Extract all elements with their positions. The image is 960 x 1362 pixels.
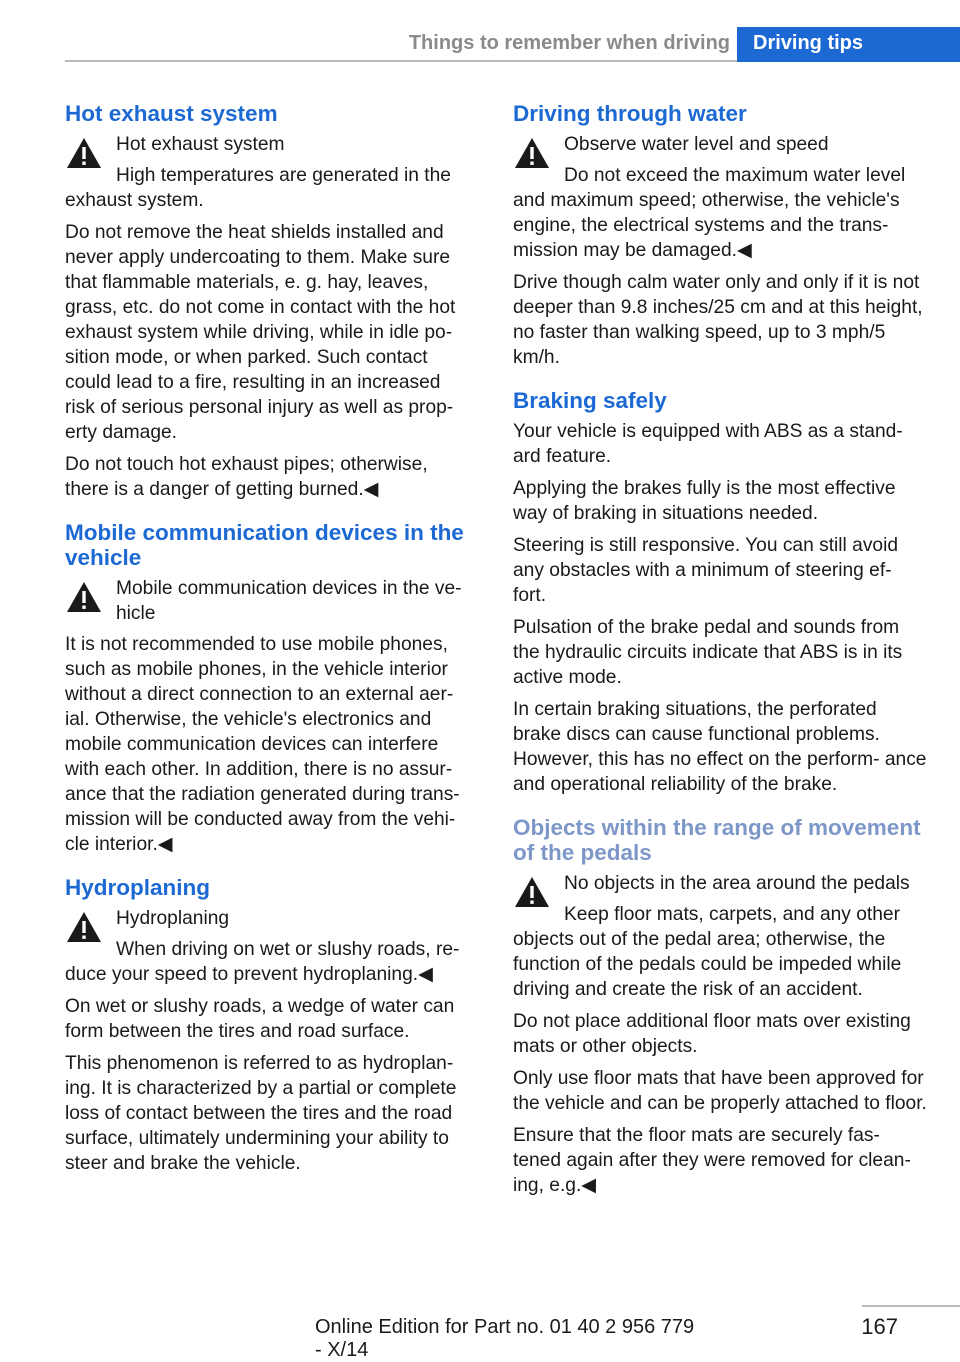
- warning-title: Observe water level and speed: [564, 134, 829, 155]
- warning-text: High temperatures are generated in the: [116, 165, 451, 186]
- warning-text-cont: duce your speed to prevent hydroplaning.◀: [65, 964, 433, 985]
- paragraph: Do not touch hot exhaust pipes; otherwise, there is a danger of getting burned.◀: [65, 454, 428, 500]
- header-rule: [65, 60, 737, 62]
- section-braking-safely: [513, 388, 927, 797]
- heading-pedals: Objects within the range of movement of the pedals: [513, 815, 921, 865]
- warning-triangle-icon: [65, 910, 103, 944]
- warning-water: [513, 132, 927, 263]
- section-hydroplaning: [65, 875, 475, 1176]
- paragraph: Your vehicle is equipped with ABS as a stand‐ ard feature.: [513, 421, 903, 467]
- warning-triangle-icon: [513, 136, 551, 170]
- paragraph: On wet or slushy roads, a wedge of water can form between the tires and road surface.: [65, 996, 455, 1042]
- header-section-title: Things to remember when driving: [408, 32, 730, 54]
- section-driving-through-water: [513, 101, 927, 370]
- right-column: [513, 101, 927, 1216]
- warning-hot-exhaust: [65, 132, 475, 213]
- paragraph: Pulsation of the brake pedal and sounds from the hydraulic circuits indicate that ABS is in its active mode.: [513, 617, 903, 688]
- paragraph: In certain braking situations, the perforated brake discs can cause functional problems. However, this has no effect on the perform‐ ance and operational reliability of the brake.: [513, 699, 927, 795]
- warning-text-cont: objects out of the pedal area; otherwise, the function of the pedals could be impeded while driving and create the risk of an accident.: [513, 929, 902, 1000]
- warning-mobile-devices: [65, 576, 475, 626]
- header-chapter-tab: Driving tips: [737, 27, 960, 62]
- section-mobile-devices: [65, 520, 475, 857]
- warning-text: Keep floor mats, carpets, and any other: [564, 904, 900, 925]
- paragraph: Do not place additional floor mats over existing mats or other objects.: [513, 1011, 911, 1057]
- warning-title: Mobile communication devices in the ve‐ hicle: [116, 578, 462, 624]
- paragraph: This phenomenon is referred to as hydroplan‐ ing. It is characterized by a partial or complete loss of contact between the tires and the road surface, ultimately undermining your ability to steer and brake the vehicle.: [65, 1053, 457, 1174]
- paragraph: Only use floor mats that have been approved for the vehicle and can be properly attached to floor.: [513, 1068, 927, 1114]
- warning-triangle-icon: [65, 580, 103, 614]
- left-column: [65, 101, 475, 1194]
- warning-title: Hot exhaust system: [116, 134, 285, 155]
- section-pedals: [513, 815, 927, 1198]
- footer-rule: [862, 1305, 960, 1307]
- heading-mobile-devices: Mobile communication devices in the vehicle: [65, 520, 464, 570]
- heading-driving-through-water: Driving through water: [513, 101, 747, 126]
- warning-hydroplaning: [65, 906, 475, 987]
- warning-title: No objects in the area around the pedals: [564, 873, 910, 894]
- paragraph: Do not remove the heat shields installed and never apply undercoating to them. Make sure that flammable materials, e. g. hay, leaves, grass, etc. do not come in contact with the hot exhaust system while driving, while in idle po‐ sition mode, or when parked. Such contact could lead to a fire, resulting in an increased risk of serious personal injury as well as prop‐ erty damage.: [65, 222, 456, 443]
- heading-hot-exhaust: Hot exhaust system: [65, 101, 278, 126]
- page-number: 167: [861, 1314, 898, 1339]
- paragraph: Applying the brakes fully is the most effective way of braking in situations needed.: [513, 478, 896, 524]
- warning-title: Hydroplaning: [116, 908, 230, 929]
- paragraph: Drive though calm water only and only if it is not deeper than 9.8 inches/25 cm and at this height, no faster than walking speed, up to 3 mph/5 km/h.: [513, 272, 923, 368]
- heading-braking-safely: Braking safely: [513, 388, 667, 413]
- warning-text-cont: exhaust system.: [65, 190, 204, 211]
- warning-triangle-icon: [513, 875, 551, 909]
- warning-text: Do not exceed the maximum water level: [564, 165, 906, 186]
- warning-pedals: [513, 871, 927, 1002]
- paragraph: Steering is still responsive. You can still avoid any obstacles with a minimum of steering ef‐ fort.: [513, 535, 899, 606]
- warning-text: When driving on wet or slushy roads, re‐: [116, 939, 460, 960]
- warning-text-cont: and maximum speed; otherwise, the vehicle's engine, the electrical systems and the trans‐ mission may be damaged.◀: [513, 190, 900, 261]
- warning-triangle-icon: [65, 136, 103, 170]
- section-hot-exhaust: [65, 101, 475, 502]
- paragraph: It is not recommended to use mobile phones, such as mobile phones, in the vehicle interior without a direct connection to an external aer‐ ial. Otherwise, the vehicle's electronics and mobile communication devices can interfere with each other. In addition, there is no assur‐ ance that the radiation generated during trans‐ mission will be conducted away from the vehi‐ cle interior.◀: [65, 634, 460, 855]
- paragraph: Ensure that the floor mats are securely fas‐ tened again after they were removed for clean‐ ing, e.g.◀: [513, 1125, 911, 1196]
- heading-hydroplaning: Hydroplaning: [65, 875, 210, 900]
- edition-line: Online Edition for Part no. 01 40 2 956 779 - X/14: [315, 1316, 695, 1361]
